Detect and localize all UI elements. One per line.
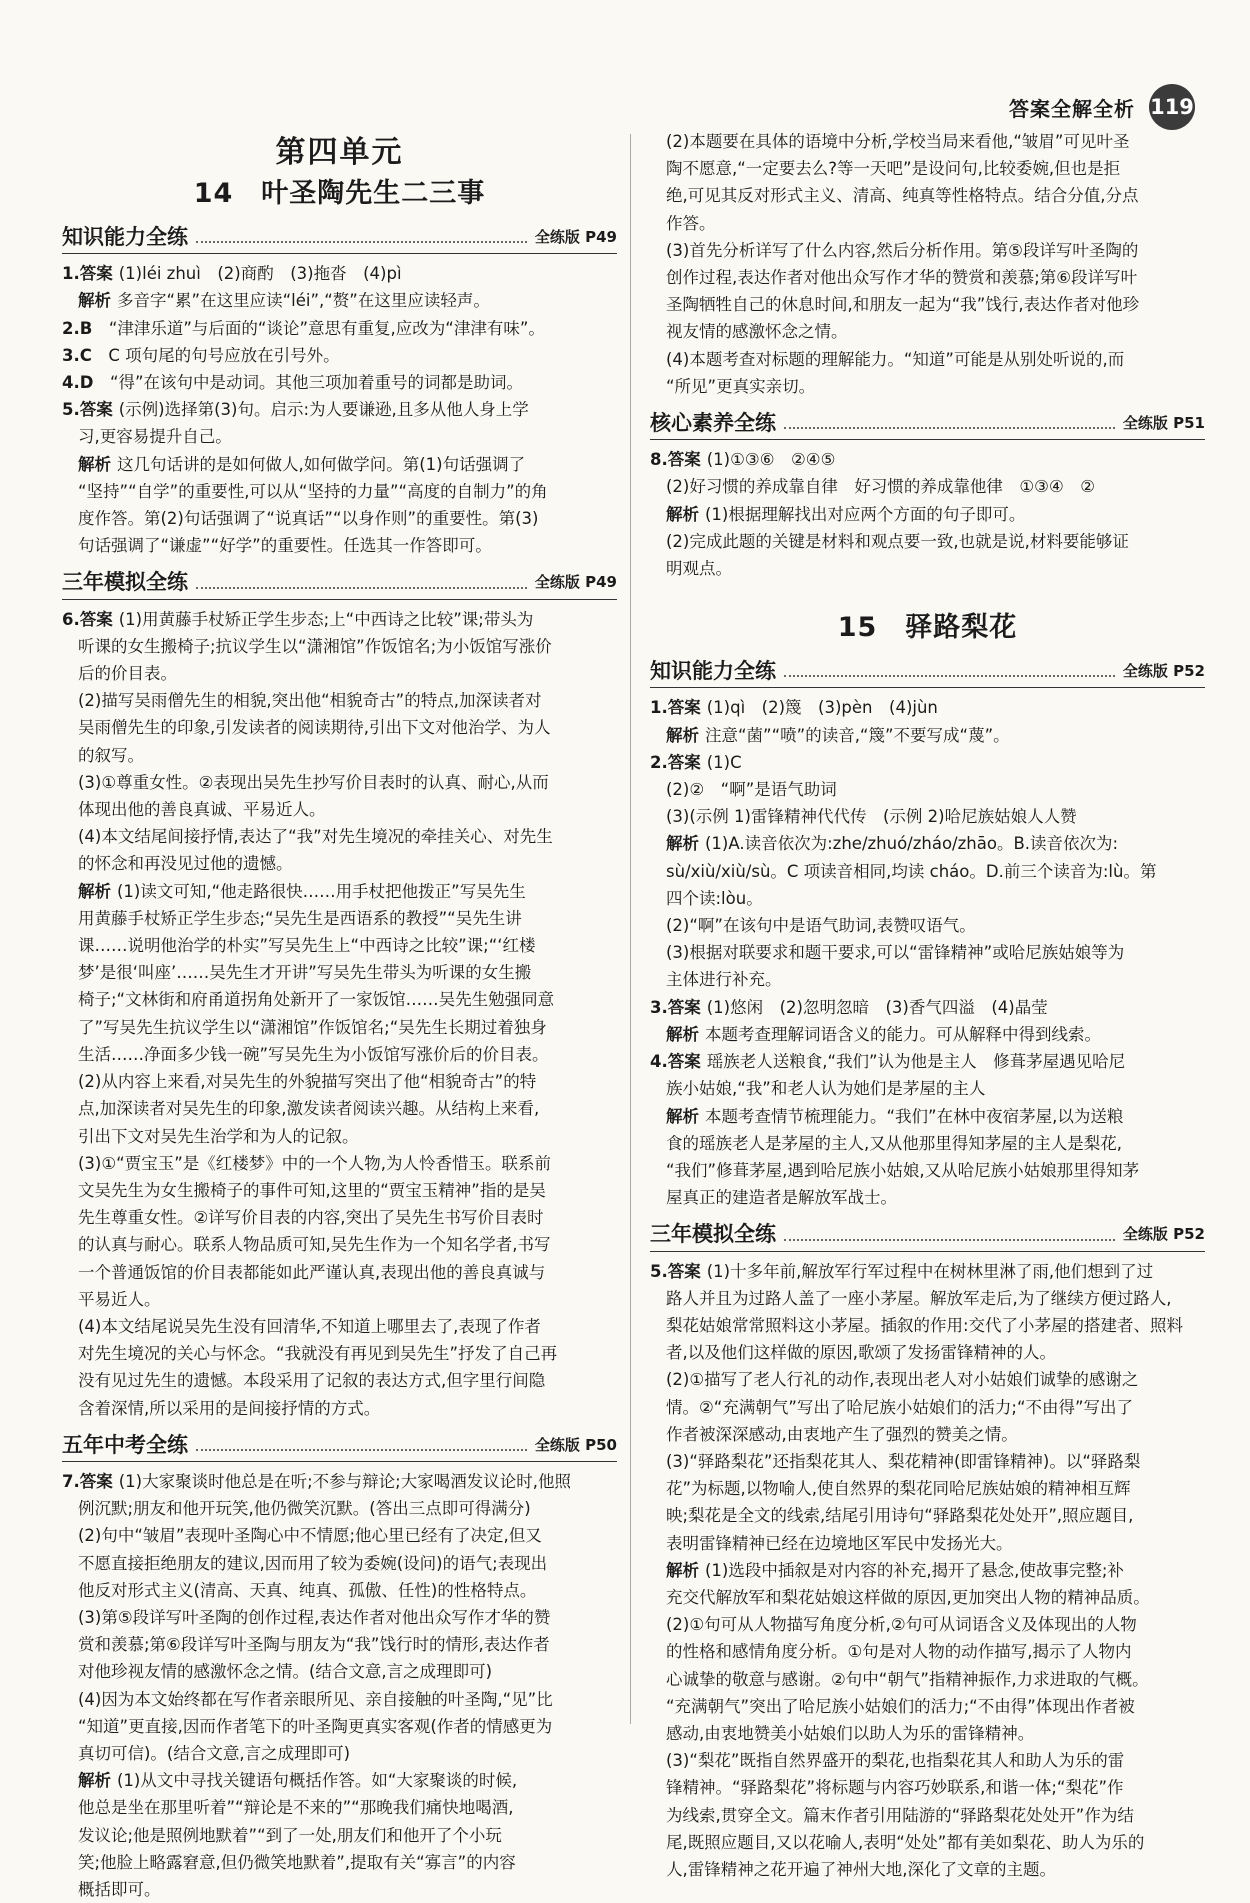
text-line: (3)“梨花”既指自然界盛开的梨花,也指梨花其人和助人为乐的雷 [666, 1751, 1125, 1771]
text-line: 尾,既照应题目,又以花喻人,表明“处处”都有美如梨花、助人为乐的 [666, 1832, 1145, 1852]
text-line: 用黄藤手杖矫正学生步态;“吴先生是西语系的教授”“吴先生讲 [78, 908, 522, 928]
text-line: 例沉默;朋友和他开玩笑,他仍微笑沉默。(答出三点即可得满分) [78, 1499, 531, 1519]
page-number: 119 [1149, 84, 1195, 130]
section-header [650, 658, 1205, 688]
section-ref: 全练版 P51 [1122, 414, 1205, 433]
text-line: 梦’是很‘叫座’……吴先生才开讲”写吴先生带头为听课的女生搬 [78, 963, 532, 983]
text-line: (2)本题要在具体的语境中分析,学校当局来看他,“皱眉”可见叶圣 [666, 132, 1130, 151]
lesson15-question-5: 5.答案 (1)十多年前,解放军行军过程中在树林里淋了雨,他们想到了过 [650, 1261, 1154, 1281]
text-line: 他反对形式主义(清高、天真、纯真、孤傲、任性)的性格特点。 [78, 1580, 537, 1600]
text-line: (4)本文结尾说吴先生没有回清华,不知道上哪里去了,表现了作者 [78, 1316, 541, 1336]
question-5: 5.答案 (示例)选择第(3)句。启示:为人要谦逊,且多从他人身上学 [62, 400, 529, 420]
text-line: (2)①句可从人物描写角度分析,②句可从词语含义及体现出的人物 [666, 1615, 1137, 1635]
text-line: (3)根据对联要求和题干要求,可以“雷锋精神”或哈尼族姑娘等为 [666, 943, 1125, 963]
text-line: (2)“啊”在该句中是语气助词,表赞叹语气。 [666, 916, 976, 936]
text-line: (4)本题考查对标题的理解能力。“知道”可能是从别处听说的,而 [666, 349, 1125, 369]
text-line: 梨花姑娘常常照料这小茅屋。插叙的作用:交代了小茅屋的搭建者、照料 [666, 1315, 1184, 1335]
section-name: 知识能力全练 [650, 659, 776, 684]
text-line: 的认真与耐心。联系人物品质可知,吴先生作为一个知名学者,书写 [78, 1235, 551, 1255]
text-line: 文吴先生为女生搬椅子的事件可知,这里的“贾宝玉精神”指的是吴 [78, 1180, 546, 1200]
text-line: 为线索,贯穿全文。篇末作者引用陆游的“驿路梨花处处开”作为结 [666, 1805, 1134, 1825]
text-line: 平易近人。 [78, 1289, 161, 1309]
text-line: 习,更容易提升自己。 [78, 427, 232, 447]
lesson15-question-2: 2.答案 (1)C [650, 752, 742, 772]
lesson-15-title: 15 驿路梨花 [837, 612, 1018, 644]
section-ref: 全练版 P49 [534, 573, 617, 592]
text-line: 体现出他的善良真诚、平易近人。 [78, 800, 326, 820]
text-line: 的叙写。 [78, 745, 144, 765]
text-line: 听课的女生搬椅子;抗议学生以“潇湘馆”作饭馆名;为小饭馆写涨价 [78, 636, 552, 656]
text-line: 陶不愿意,“一定要去么?等一天吧”是设问句,比较委婉,但也是拒 [666, 159, 1121, 179]
text-line: 椅子;“文林街和府甬道拐角处新开了一家饭馆……吴先生勉强同意 [78, 990, 555, 1010]
text-line: 生活……净面多少钱一碗”写吴先生为小饭馆写涨价后的价目表。 [78, 1044, 549, 1064]
section-header [62, 224, 617, 254]
text-line: (3)①尊重女性。②表现出吴先生抄写价目表时的认真、耐心,从而 [78, 772, 549, 792]
section-ref: 全练版 P50 [534, 1435, 617, 1454]
text-line: “知道”更直接,因而作者笔下的叶圣陶更真实客观(作者的情感更为 [78, 1716, 553, 1736]
text-line: “坚持”“自学”的重要性,可以从“坚持的力量”“高度的自制力”的角 [78, 481, 548, 501]
text-line: 他总是坐在那里听着”“辩论是不来的”“那晚我们痛快地喝酒, [78, 1798, 514, 1818]
text-line: sù/xiù/xiù/sù。C 项读音相同,均读 cháo。D.前三个读音为:lù。第 [666, 861, 1157, 881]
question-4: 4.D “得”在该句中是动词。其他三项加着重号的词都是助词。 [62, 373, 524, 393]
section-ref: 全练版 P52 [1122, 662, 1205, 681]
question-1: 1.答案 (1)léi zhuì (2)商酌 (3)拖沓 (4)pì [62, 264, 402, 284]
text-line: (2)② “啊”是语气助词 [666, 780, 837, 800]
text-line: 视友情的感激怀念之情。 [666, 322, 848, 342]
text-line: 人,雷锋精神之花开遍了神州大地,深化了文章的主题。 [666, 1859, 1056, 1879]
section-ref: 全练版 P52 [1122, 1225, 1205, 1244]
text-line: 者,以及他们这样做的原因,歌颂了发扬雷锋精神的人。 [666, 1343, 1056, 1363]
text-line: 后的价目表。 [78, 664, 177, 684]
text-line: 吴雨僧先生的印象,引发读者的阅读期待,引出下文对他治学、为人 [78, 718, 551, 738]
text-line: (3)首先分析详写了什么内容,然后分析作用。第⑤段详写叶圣陶的 [666, 240, 1139, 260]
text-line: (4)因为本文始终都在写作者亲眼所见、亲自接触的叶圣陶,“见”比 [78, 1689, 553, 1709]
text-line: 绝,可见其反对形式主义、清高、纯真等性格特点。结合分值,分点 [666, 186, 1139, 206]
text-line: 族小姑娘,“我”和老人认为她们是茅屋的主人 [666, 1079, 986, 1099]
right-column [650, 128, 1205, 1883]
text-line: 食的瑶族老人是茅屋的主人,又从他那里得知茅屋的主人是梨花, [666, 1133, 1122, 1153]
text-line: 真切可信)。(结合文意,言之成理即可) [78, 1743, 351, 1763]
header-title: 答案全解全析 [1009, 96, 1135, 121]
text-line: 花”为标题,以物喻人,使自然界的梨花同哈尼族姑娘的精神相互辉 [666, 1479, 1131, 1499]
text-line: 心诚挚的敬意与感谢。②句中“朝气”指精神振作,力求进取的气概。 [666, 1669, 1149, 1689]
text-line: (2)描写吴雨僧先生的相貌,突出他“相貌奇古”的特点,加深读者对 [78, 691, 542, 711]
text-line: 发议论;他是照例地默着”“到了一处,朋友们和他开了个小玩 [78, 1825, 502, 1845]
lesson15-question-1-analysis: 解析 注意“菌”“喷”的读音,“篾”不要写成“蔑”。 [666, 725, 1010, 745]
unit-title: 第四单元 [275, 135, 404, 170]
question-8: 8.答案 (1)①③⑥ ②④⑤ [650, 450, 836, 470]
text-line: 对他珍视友情的感激怀念之情。(结合文意,言之成理即可) [78, 1662, 493, 1682]
text-line: 映;梨花是全文的线索,结尾引用诗句“驿路梨花处处开”,照应题目, [666, 1506, 1134, 1526]
text-line: (2)①描写了老人行礼的动作,表现出老人对小姑娘们诚挚的感谢之 [666, 1370, 1139, 1390]
text-line: 度作答。第(2)句话强调了“说真话”“以身作则”的重要性。第(3) [78, 509, 539, 529]
question-7: 7.答案 (1)大家聚谈时他总是在听;不参与辩论;大家喝酒发议论时,他照 [62, 1471, 571, 1491]
section-header [62, 1432, 617, 1462]
text-line: (2)从内容上来看,对吴先生的外貌描写突出了他“相貌奇古”的特 [78, 1072, 537, 1092]
section-ref: 全练版 P49 [534, 228, 617, 246]
section-header [62, 569, 617, 599]
question-5-analysis: 解析 这几句话讲的是如何做人,如何做学问。第(1)句话强调了 [78, 454, 526, 474]
lesson15-question-4-analysis: 解析 本题考查情节梳理能力。“我们”在林中夜宿茅屋,以为送粮 [666, 1106, 1124, 1126]
section-name: 核心素养全练 [650, 411, 776, 436]
leader-dots [784, 1239, 1115, 1241]
lesson15-question-3: 3.答案 (1)悠闲 (2)忽明忽暗 (3)香气四溢 (4)晶莹 [650, 997, 1048, 1017]
question-6-analysis: 解析 (1)读文可知,“他走路很快……用手杖把他拨正”写吴先生 [78, 881, 526, 901]
question-7-analysis: 解析 (1)从文中寻找关键语句概括作答。如“大家聚谈的时候, [78, 1771, 518, 1791]
text-line: 路人并且为过路人盖了一座小茅屋。解放军走后,为了继续方便过路人, [666, 1288, 1172, 1308]
text-line: 笑;他脸上略露窘意,但仍微笑地默着”,提取有关“寡言”的内容 [78, 1852, 516, 1872]
text-line: 明观点。 [666, 559, 732, 579]
page-header [1009, 84, 1195, 130]
text-line: 了”写吴先生抗议学生以“潇湘馆”作饭馆名;“吴先生长期过着独身 [78, 1017, 547, 1037]
lesson15-question-2-analysis: 解析 (1)A.读音依次为:zhe/zhuó/zháo/zhāo。B.读音依次为: [666, 834, 1119, 854]
text-line: 作答。 [666, 213, 716, 233]
text-line: 句话强调了“谦虚”“好学”的重要性。任选其一作答即可。 [78, 536, 492, 556]
section-name: 五年中考全练 [62, 1432, 188, 1457]
text-line: 一个普通饭馆的价目表都能如此严谨认真,表现出他的善良真诚与 [78, 1262, 546, 1282]
question-1-analysis: 解析 多音字“累”在这里应读“léi”,“赘”在这里应读轻声。 [78, 291, 490, 311]
text-line: 没有见过先生的遗憾。本段采用了记叙的表达方式,但字里行间隐 [78, 1371, 546, 1391]
text-line: 感动,由衷地赞美小姑娘们以助人为乐的雷锋精神。 [666, 1723, 1035, 1743]
text-line: “我们”修葺茅屋,遇到哈尼族小姑娘,又从哈尼族小姑娘那里得知茅 [666, 1160, 1140, 1180]
lesson15-question-5-analysis: 解析 (1)选段中插叙是对内容的补充,揭开了悬念,使故事完整;补 [666, 1560, 1124, 1580]
text-line: “所见”更真实亲切。 [666, 376, 816, 396]
leader-dots [196, 241, 527, 243]
question-8-analysis: 解析 (1)根据理解找出对应两个方面的句子即可。 [666, 504, 1026, 524]
text-line: (3)①“贾宝玉”是《红楼梦》中的一个人物,为人怜香惜玉。联系前 [78, 1153, 552, 1173]
leader-dots [196, 587, 527, 589]
text-line: 对先生境况的关心与怀念。“我就没有再见到吴先生”抒发了自己再 [78, 1344, 558, 1364]
text-line: 的怀念和再没见过他的遗憾。 [78, 854, 293, 874]
lesson-14-title: 14 叶圣陶先生二三事 [193, 178, 486, 209]
section-name: 知识能力全练 [62, 225, 188, 249]
text-line: 屋真正的建造者是解放军战士。 [666, 1188, 897, 1208]
left-column [62, 128, 617, 1903]
text-line: 课……说明他治学的朴实”写吴先生上“中西诗之比较”课;“‘红楼 [78, 936, 536, 956]
text-line: 圣陶牺牲自己的休息时间,和朋友一起为“我”饯行,表达作者对他珍 [666, 295, 1140, 315]
section-header [650, 1221, 1205, 1251]
text-line: 的性格和感情角度分析。①句是对人物的动作描写,揭示了人物内 [666, 1642, 1132, 1662]
text-line: (3)第⑤段详写叶圣陶的创作过程,表达作者对他出众写作才华的赞 [78, 1607, 551, 1627]
lesson15-question-4: 4.答案 瑶族老人送粮食,“我们”认为他是主人 修葺茅屋遇见哈尼 [650, 1052, 1126, 1072]
text-line: 创作过程,表达作者对他出众写作才华的赞赏和羡慕;第⑥段详写叶 [666, 268, 1138, 288]
text-line: 情。②“充满朝气”写出了哈尼族小姑娘们的活力;“不由得”写出了 [666, 1397, 1134, 1417]
text-line: 赏和羡慕;第⑥段详写叶圣陶与朋友为“我”饯行时的情形,表达作者 [78, 1635, 550, 1655]
leader-dots [784, 427, 1115, 429]
lesson15-question-3-analysis: 解析 本题考查理解词语含义的能力。可从解释中得到线索。 [666, 1024, 1101, 1044]
text-line: 充交代解放军和梨花姑娘这样做的原因,更加突出人物的精神品质。 [666, 1587, 1150, 1607]
text-line: 点,加深读者对吴先生的印象,激发读者阅读兴趣。从结构上来看, [78, 1099, 540, 1119]
text-line: “充满朝气”突出了哈尼族小姑娘们的活力;“不由得”体现出作者被 [666, 1696, 1135, 1716]
text-line: 主体进行补充。 [666, 970, 782, 990]
text-line: 概括即可。 [78, 1879, 161, 1899]
text-line: (4)本文结尾间接抒情,表达了“我”对先生境况的牵挂关心、对先生 [78, 827, 553, 847]
text-line: 作者被深深感动,由衷地产生了强烈的赞美之情。 [666, 1424, 1018, 1444]
text-line: (2)句中“皱眉”表现叶圣陶心中不情愿;他心里已经有了决定,但又 [78, 1526, 542, 1546]
text-line: (3)(示例 1)雷锋精神代代传 (示例 2)哈尼族姑娘人人赞 [666, 807, 1077, 827]
text-line: 表明雷锋精神已经在边境地区军民中发扬光大。 [666, 1533, 1013, 1553]
question-2: 2.B “津津乐道”与后面的“谈论”意思有重复,应改为“津津有味”。 [62, 318, 545, 338]
text-line: 引出下文对吴先生治学和为人的记叙。 [78, 1126, 359, 1146]
text-line: 先生尊重女性。②详写价目表的内容,突出了吴先生书写价目表时 [78, 1208, 544, 1228]
leader-dots [784, 675, 1115, 677]
question-3: 3.C C 项句尾的句号应放在引号外。 [62, 345, 340, 365]
question-6: 6.答案 (1)用黄藤手杖矫正学生步态;上“中西诗之比较”课;带头为 [62, 609, 534, 629]
text-line: 四个读:lòu。 [666, 888, 763, 908]
lesson15-question-1: 1.答案 (1)qì (2)篾 (3)pèn (4)jùn [650, 698, 938, 718]
text-line: 锋精神。“驿路梨花”将标题与内容巧妙联系,和谐一体;“梨花”作 [666, 1778, 1124, 1798]
section-name: 三年模拟全练 [650, 1222, 776, 1247]
column-divider [630, 134, 631, 1724]
section-header [650, 410, 1205, 440]
text-line: 含着深情,所以采用的是间接抒情的方式。 [78, 1398, 381, 1418]
text-line: 不愿直接拒绝朋友的建议,因而用了较为委婉(设问)的语气;表现出 [78, 1553, 548, 1573]
text-line: (2)好习惯的养成靠自律 好习惯的养成靠他律 ①③④ ② [666, 477, 1096, 497]
text-line: (3)“驿路梨花”还指梨花其人、梨花精神(即雷锋精神)。以“驿路梨 [666, 1451, 1141, 1471]
section-name: 三年模拟全练 [62, 570, 188, 595]
text-line: (2)完成此题的关键是材料和观点要一致,也就是说,材料要能够证 [666, 531, 1129, 551]
leader-dots [196, 1449, 527, 1451]
